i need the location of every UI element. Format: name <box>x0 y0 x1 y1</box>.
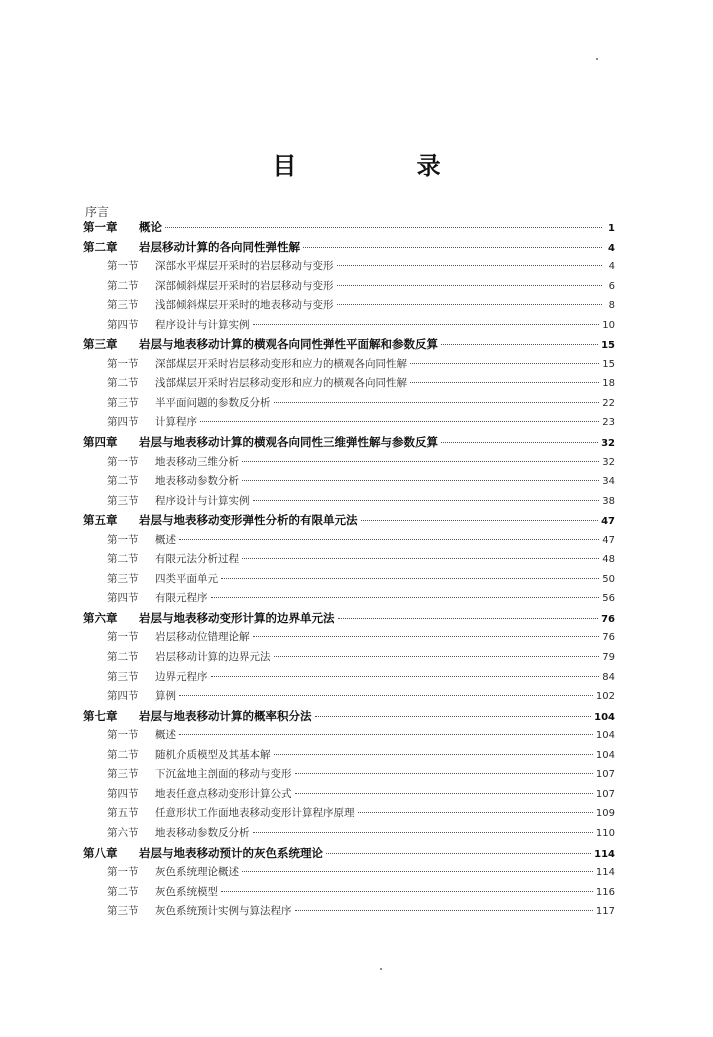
toc-entry-number: 第二节 <box>107 475 139 488</box>
toc-section-row <box>83 317 615 337</box>
toc-entry-title: 地表移动三维分析 <box>155 455 239 468</box>
toc-page-number: 104 <box>594 711 615 723</box>
toc-entry-title: 浅部倾斜煤层开采时的地表移动与变形 <box>155 299 334 312</box>
toc-entry-title: 下沉盆地主剖面的移动与变形 <box>155 768 292 781</box>
toc-entry-number: 第六章 <box>83 610 118 625</box>
toc-section-row <box>83 414 615 434</box>
toc-entry-title: 灰色系统理论概述 <box>155 866 239 879</box>
toc-page-number: 76 <box>601 613 615 625</box>
toc-section-row <box>83 786 615 806</box>
toc-section-row <box>83 903 615 923</box>
toc-page-number: 4 <box>608 261 615 273</box>
toc-chapter-row <box>83 239 615 259</box>
dot-leader <box>221 578 599 579</box>
toc-section-row <box>83 356 615 376</box>
toc-page-number: 48 <box>602 554 615 566</box>
toc-entry-title: 岩层与地表移动计算的横观各向同性弹性平面解和参数反算 <box>139 337 438 352</box>
toc-entry-number: 第六节 <box>107 826 139 839</box>
toc-entry-number: 第二节 <box>107 553 139 566</box>
toc-page-number: 50 <box>602 573 615 585</box>
toc-section-row <box>83 473 615 493</box>
scan-speck <box>596 58 598 60</box>
toc-entry-title: 浅部煤层开采时岩层移动变形和应力的横观各向同性解 <box>155 377 407 390</box>
toc-entry-number: 第三节 <box>107 396 139 409</box>
toc-page-number: 114 <box>594 848 615 860</box>
toc-page-number: 114 <box>595 867 615 879</box>
dot-leader <box>165 227 602 228</box>
toc-entry-title: 概论 <box>139 220 162 234</box>
toc-section-row <box>83 395 615 415</box>
toc-page-number: 116 <box>595 886 615 898</box>
preface-entry: 序言 <box>85 205 110 219</box>
dot-leader <box>337 285 603 286</box>
toc-entry-number: 第一节 <box>107 533 139 546</box>
toc-page-number: 104 <box>595 749 615 761</box>
toc-entry-title: 岩层与地表移动变形计算的边界单元法 <box>139 610 335 625</box>
toc-entry-number: 第七章 <box>83 708 118 723</box>
toc-page-number: 10 <box>602 319 615 331</box>
toc-entry-number: 第一章 <box>83 220 118 234</box>
toc-entry-number: 第四节 <box>107 318 139 331</box>
toc-page-number: 84 <box>602 671 615 683</box>
dot-leader <box>253 636 600 637</box>
toc-entry-number: 第四节 <box>107 592 139 605</box>
toc-entry-title: 岩层移动计算的各向同性弹性解 <box>139 239 300 254</box>
toc-entry-title: 岩层与地表移动变形弹性分析的有限单元法 <box>139 513 358 528</box>
dot-leader <box>338 618 599 619</box>
dot-leader <box>221 891 593 892</box>
toc-entry-number: 第三节 <box>107 494 139 507</box>
toc-entry-number: 第一节 <box>107 631 139 644</box>
dot-leader <box>361 520 599 521</box>
toc-entry-title: 程序设计与计算实例 <box>155 318 250 331</box>
toc-entry-title: 概述 <box>155 729 176 742</box>
dot-leader <box>179 539 599 540</box>
scan-speck <box>380 968 382 970</box>
toc-entry-number: 第四节 <box>107 416 139 429</box>
toc-page-number: 23 <box>602 417 615 429</box>
dot-leader <box>242 461 599 462</box>
toc-page-number: 38 <box>602 495 615 507</box>
toc-entry-title: 灰色系统模型 <box>155 885 218 898</box>
dot-leader <box>253 500 600 501</box>
toc-section-row <box>83 551 615 571</box>
toc-entry-title: 岩层与地表移动计算的概率积分法 <box>139 708 312 723</box>
toc-entry-number: 第一节 <box>107 357 139 370</box>
dot-leader <box>441 344 598 345</box>
table-of-contents <box>83 219 615 923</box>
toc-page-number: 79 <box>602 652 615 664</box>
toc-entry-number: 第五节 <box>107 807 139 820</box>
dot-leader <box>242 871 593 872</box>
toc-section-row <box>83 375 615 395</box>
toc-section-row <box>83 258 615 278</box>
toc-chapter-row <box>83 708 615 728</box>
toc-section-row <box>83 727 615 747</box>
toc-entry-number: 第三节 <box>107 768 139 781</box>
toc-entry-title: 灰色系统预计实例与算法程序 <box>155 905 292 918</box>
dot-leader <box>410 363 599 364</box>
toc-entry-number: 第二节 <box>107 279 139 292</box>
toc-section-row <box>83 864 615 884</box>
toc-section-row <box>83 766 615 786</box>
dot-leader <box>179 695 593 696</box>
dot-leader <box>326 853 591 854</box>
toc-page-number: 76 <box>602 632 615 644</box>
toc-section-row <box>83 805 615 825</box>
toc-page-number: 4 <box>608 242 615 254</box>
dot-leader <box>253 832 593 833</box>
toc-chapter-row <box>83 434 615 454</box>
toc-page-number: 8 <box>608 300 615 312</box>
toc-page-number: 18 <box>602 378 615 390</box>
toc-entry-title: 岩层移动计算的边界元法 <box>155 651 271 664</box>
dot-leader <box>410 382 599 383</box>
toc-entry-number: 第一节 <box>107 729 139 742</box>
dot-leader <box>253 324 600 325</box>
toc-chapter-row <box>83 512 615 532</box>
toc-section-row <box>83 297 615 317</box>
toc-entry-number: 第四节 <box>107 787 139 800</box>
toc-entry-title: 半平面问题的参数反分析 <box>155 396 271 409</box>
dot-leader <box>179 734 593 735</box>
dot-leader <box>441 442 598 443</box>
dot-leader <box>295 910 593 911</box>
dot-leader <box>242 558 599 559</box>
toc-page-number: 104 <box>595 730 615 742</box>
toc-page-number: 22 <box>602 397 615 409</box>
toc-entry-title: 深部倾斜煤层开采时的岩层移动与变形 <box>155 279 334 292</box>
toc-entry-title: 地表移动参数分析 <box>155 475 239 488</box>
toc-entry-number: 第二节 <box>107 377 139 390</box>
dot-leader <box>295 793 593 794</box>
toc-section-row <box>83 669 615 689</box>
toc-page-number: 47 <box>601 516 615 528</box>
toc-entry-title: 岩层与地表移动预计的灰色系统理论 <box>139 845 323 860</box>
dot-leader <box>337 265 603 266</box>
toc-page-number: 107 <box>595 788 615 800</box>
toc-entry-title: 计算程序 <box>155 416 197 429</box>
toc-entry-number: 第三节 <box>107 905 139 918</box>
toc-entry-title: 随机介质模型及其基本解 <box>155 748 271 761</box>
toc-page-number: 109 <box>595 808 615 820</box>
toc-entry-number: 第三节 <box>107 572 139 585</box>
toc-entry-number: 第二章 <box>83 239 118 254</box>
toc-entry-title: 岩层与地表移动计算的横观各向同性三维弹性解与参数反算 <box>139 435 438 450</box>
toc-page-number: 15 <box>602 358 615 370</box>
dot-leader <box>274 656 600 657</box>
dot-leader <box>358 812 593 813</box>
dot-leader <box>274 402 600 403</box>
toc-entry-number: 第三节 <box>107 670 139 683</box>
toc-section-row <box>83 278 615 298</box>
toc-entry-title: 边界元程序 <box>155 670 208 683</box>
toc-entry-number: 第二节 <box>107 651 139 664</box>
toc-page-number: 47 <box>602 534 615 546</box>
dot-leader <box>211 597 600 598</box>
toc-entry-number: 第一节 <box>107 455 139 468</box>
toc-chapter-row <box>83 336 615 356</box>
toc-page-number: 107 <box>595 769 615 781</box>
toc-section-row <box>83 532 615 552</box>
toc-entry-title: 深部煤层开采时岩层移动变形和应力的横观各向同性解 <box>155 357 407 370</box>
toc-entry-title: 深部水平煤层开采时的岩层移动与变形 <box>155 260 334 273</box>
dot-leader <box>315 716 592 717</box>
toc-section-row <box>83 747 615 767</box>
toc-section-row <box>83 649 615 669</box>
toc-section-row <box>83 688 615 708</box>
toc-entry-number: 第三节 <box>107 299 139 312</box>
dot-leader <box>242 480 599 481</box>
toc-page-number: 117 <box>595 906 615 918</box>
toc-entry-title: 有限元法分析过程 <box>155 553 239 566</box>
toc-section-row <box>83 454 615 474</box>
toc-page-number: 1 <box>608 223 615 234</box>
toc-section-row <box>83 493 615 513</box>
toc-entry-title: 算例 <box>155 690 176 703</box>
toc-section-row <box>83 571 615 591</box>
toc-entry-number: 第五章 <box>83 513 118 528</box>
dot-leader <box>337 304 603 305</box>
dot-leader <box>303 247 602 248</box>
toc-chapter-row <box>83 610 615 630</box>
toc-section-row <box>83 629 615 649</box>
toc-entry-title: 任意形状工作面地表移动变形计算程序原理 <box>155 807 355 820</box>
toc-entry-number: 第二节 <box>107 748 139 761</box>
toc-entry-title: 有限元程序 <box>155 592 208 605</box>
page-title: 目 录 <box>272 152 497 180</box>
toc-section-row <box>83 590 615 610</box>
toc-entry-title: 岩层移动位错理论解 <box>155 631 250 644</box>
toc-entry-title: 地表任意点移动变形计算公式 <box>155 787 292 800</box>
toc-entry-number: 第四章 <box>83 435 118 450</box>
toc-entry-number: 第四节 <box>107 690 139 703</box>
dot-leader <box>200 421 599 422</box>
toc-entry-number: 第二节 <box>107 885 139 898</box>
toc-chapter-row <box>83 219 615 239</box>
toc-page-number: 15 <box>601 340 615 352</box>
toc-entry-title: 概述 <box>155 533 176 546</box>
toc-page-number: 34 <box>602 476 615 488</box>
toc-entry-title: 四类平面单元 <box>155 572 218 585</box>
toc-entry-number: 第一节 <box>107 260 139 273</box>
toc-entry-title: 程序设计与计算实例 <box>155 494 250 507</box>
toc-page-number: 102 <box>595 691 615 703</box>
dot-leader <box>274 754 593 755</box>
dot-leader <box>295 773 593 774</box>
dot-leader <box>211 676 600 677</box>
toc-section-row <box>83 825 615 845</box>
toc-entry-number: 第八章 <box>83 845 118 860</box>
toc-section-row <box>83 884 615 904</box>
toc-entry-number: 第一节 <box>107 866 139 879</box>
toc-page-number: 32 <box>602 456 615 468</box>
toc-chapter-row <box>83 845 615 865</box>
toc-page-number: 6 <box>608 280 615 292</box>
toc-page-number: 110 <box>595 827 615 839</box>
toc-page-number: 32 <box>601 438 615 450</box>
toc-entry-number: 第三章 <box>83 337 118 352</box>
toc-entry-title: 地表移动参数反分析 <box>155 826 250 839</box>
toc-page-number: 56 <box>602 593 615 605</box>
